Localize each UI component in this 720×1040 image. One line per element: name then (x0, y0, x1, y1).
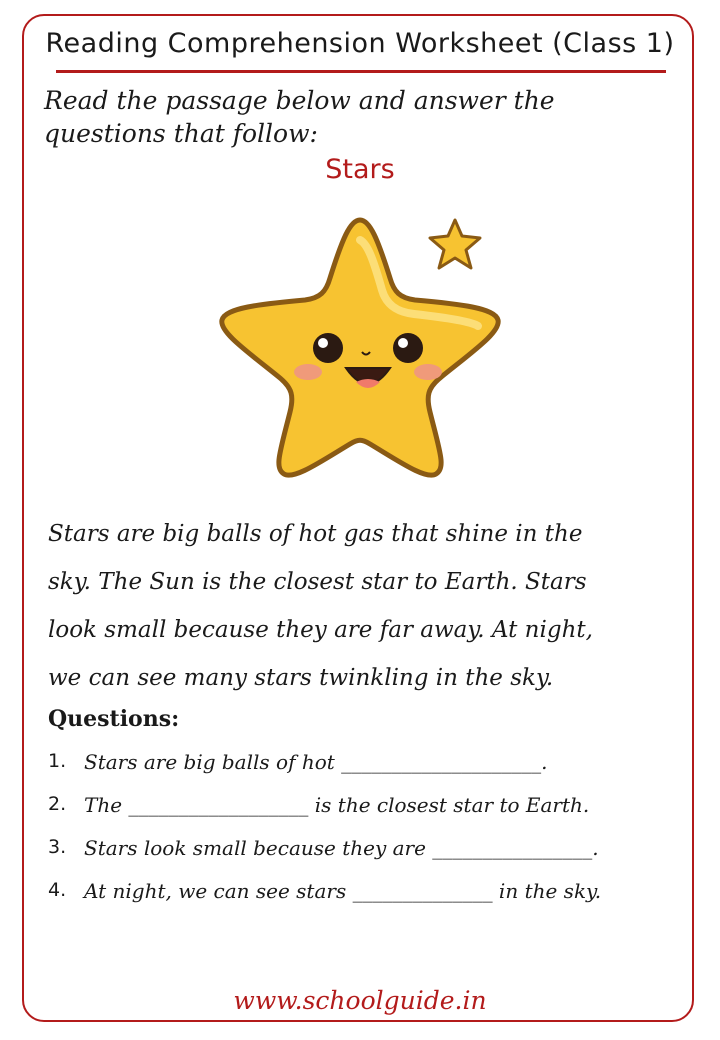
right-eye (393, 333, 423, 363)
small-star-icon (430, 220, 480, 268)
questions-list (48, 750, 688, 922)
worksheet-title: Reading Comprehension Worksheet (Class 1) (45, 28, 675, 59)
instructions: Read the passage below and answer the questions that follow: (44, 86, 555, 148)
question-text: Stars are big balls of hot ____________________. (84, 750, 548, 774)
left-cheek (294, 364, 322, 380)
question-number: 1. (48, 750, 67, 772)
smiling-star-icon (210, 200, 510, 480)
question-item (48, 836, 688, 879)
question-text: The __________________ is the closest star to Earth. (84, 793, 590, 817)
question-item (48, 879, 688, 922)
question-number: 2. (48, 793, 67, 815)
question-item (48, 793, 688, 836)
question-item (48, 750, 688, 793)
question-number: 3. (48, 836, 67, 858)
website-link[interactable]: www.schoolguide.in (233, 986, 487, 1015)
question-text: At night, we can see stars ______________ in the sky. (84, 879, 602, 903)
left-eye (313, 333, 343, 363)
title-underline (56, 70, 666, 73)
question-text: Stars look small because they are ________________. (84, 836, 599, 860)
passage-line: sky. The Sun is the closest star to Earth. Stars (48, 569, 587, 595)
passage-line: we can see many stars twinkling in the sky. (48, 665, 554, 691)
question-number: 4. (48, 879, 67, 901)
story-title: Stars (325, 154, 395, 185)
passage-line: look small because they are far away. At night, (48, 617, 593, 643)
passage-line: Stars are big balls of hot gas that shine in the (48, 521, 583, 547)
passage (48, 510, 688, 702)
questions-heading: Questions: (48, 706, 180, 732)
right-cheek (414, 364, 442, 380)
